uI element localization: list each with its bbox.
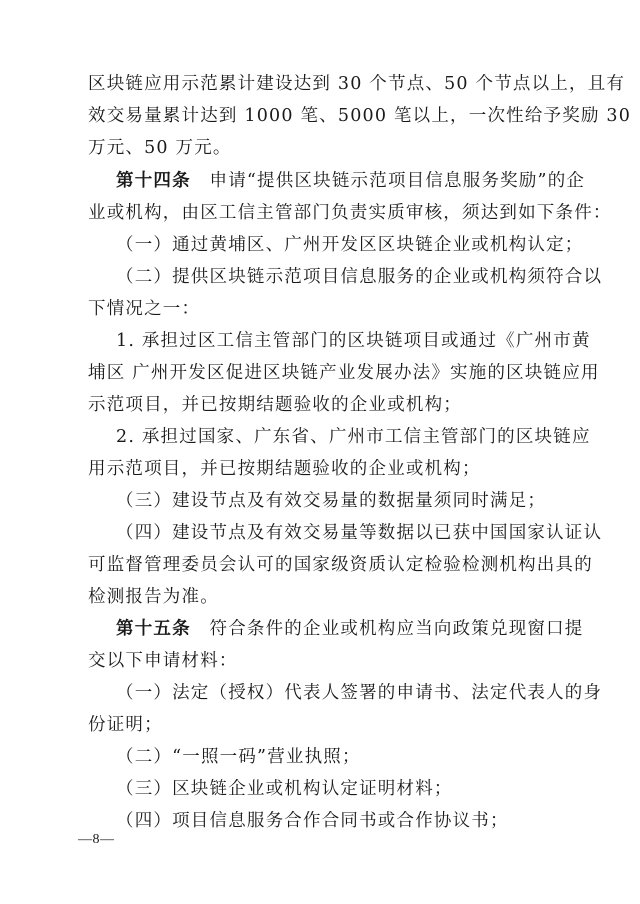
text-line: 交以下申请材料：	[88, 651, 238, 671]
article-15-heading: 第十五条	[116, 619, 191, 639]
text-line: 区块链应用示范累计建设达到 30 个节点、50 个节点以上，且有	[88, 74, 626, 94]
text-line: （一）通过黄埔区、广州开发区区块链企业或机构认定；	[116, 235, 584, 255]
text-line: （三）区块链企业或机构认定证明材料；	[116, 779, 453, 799]
page-number: —8—	[78, 832, 115, 847]
text-line: 埔区 广州开发区促进区块链产业发展办法》实施的区块链应用	[88, 363, 600, 383]
text-line: （二）提供区块链示范项目信息服务的企业或机构须符合以	[116, 267, 603, 287]
article-14-text: 申请“提供区块链示范项目信息服务奖励”的企	[190, 171, 586, 191]
text-line: 1. 承担过区工信主管部门的区块链项目或通过《广州市黄	[116, 331, 591, 351]
text-line: 份证明；	[88, 715, 163, 735]
text-line: 可监督管理委员会认可的国家级资质认定检验检测机构出具的	[88, 555, 593, 575]
text-line: 示范项目，并已按期结题验收的企业或机构；	[88, 395, 462, 415]
text-line: 用示范项目，并已按期结题验收的企业或机构；	[88, 459, 481, 479]
text-line: 下情况之一：	[88, 299, 201, 319]
text-line: 万元、50 万元。	[88, 138, 232, 158]
text-line: 检测报告为准。	[88, 587, 219, 607]
article-14-line	[116, 169, 586, 193]
text-line: （二）“一照一码”营业执照；	[116, 747, 361, 767]
text-line: （一）法定（授权）代表人签署的申请书、法定代表人的身	[116, 683, 603, 703]
text-line: （四）建设节点及有效交易量等数据以已获中国国家认证认	[116, 523, 603, 543]
text-line: 业或机构，由区工信主管部门负责实质审核，须达到如下条件：	[88, 203, 612, 223]
text-line: （三）建设节点及有效交易量的数据量须同时满足；	[116, 491, 547, 511]
text-line: 2. 承担过国家、广东省、广州市工信主管部门的区块链应	[116, 427, 591, 447]
article-15-line	[116, 617, 586, 641]
text-line: 效交易量累计达到 1000 笔、5000 笔以上，一次性给予奖励 30	[88, 106, 632, 126]
text-line: （四）项目信息服务合作合同书或合作协议书；	[116, 811, 509, 831]
article-14-heading: 第十四条	[116, 171, 191, 191]
article-15-text: 符合条件的企业或机构应当向政策兑现窗口提	[190, 619, 584, 639]
